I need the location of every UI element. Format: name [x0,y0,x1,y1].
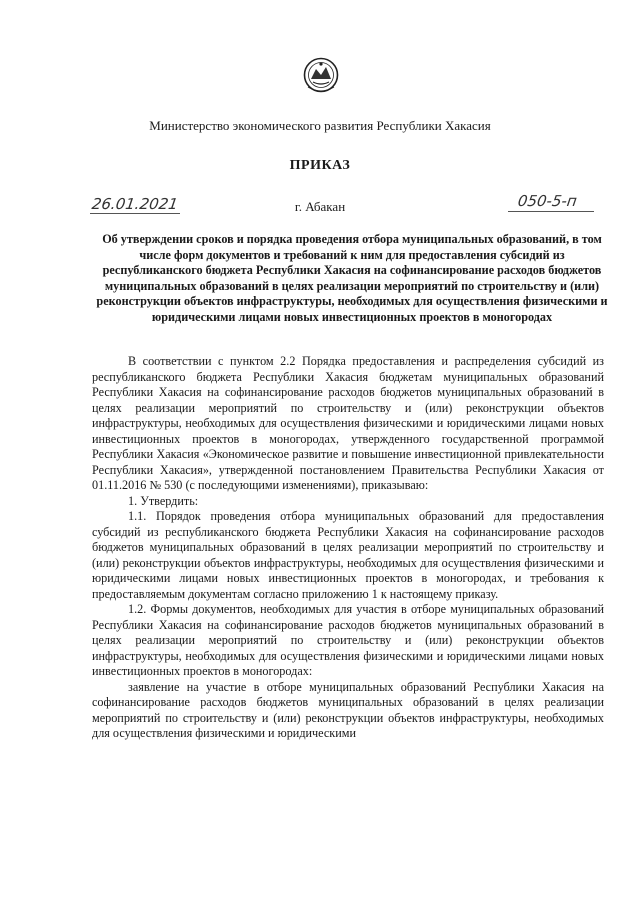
ministry-name: Министерство экономического развития Республики Хакасия [149,118,491,133]
document-title: Об утверждении сроков и порядка проведения отбора муниципальных образований, в том числе форм документов и требований к ним для предоставления субсидий из республиканского бюджета Республики Хакасия на софинансирование расходов бюджетов муниципальных образований в целях реализации мероприятий по строительству и (или) реконструкции объектов инфраструктуры, необходимых для осуществления физическими и юридическими лицами новых инвестиционных проектов в моногородах [96,232,608,324]
paragraph: 1.1. Порядок проведения отбора муниципальных образований для предоставления субсидий из республиканского бюджета Республики Хакасия на софинансирование расходов бюджетов муниципальных образований в целях реализации мероприятий по строительству и (или) реконструкции объектов инфраструктуры, необходимых для осуществления физическими и юридическими лицами новых инвестиционных проектов в моногородах, и требования к предоставляемым документам согласно приложению 1 к настоящему приказу. [92,509,604,601]
paragraph: 1.2. Формы документов, необходимых для участия в отборе муниципальных образований Республики Хакасия на софинансирование расходов бюджетов муниципальных образований в целях реализации мероприятий по строительству и (или) реконструкции объектов инфраструктуры, необходимых для осуществления физическими и юридическими лицами новых инвестиционных проектов в моногородах: [92,602,604,678]
coat-of-arms-icon [303,55,339,95]
order-date: 26.01.2021 [90,195,180,213]
document-type: ПРИКАЗ [289,158,351,173]
city: г. Абакан [294,199,346,214]
order-number: 050-5-п [516,192,579,210]
paragraph: 1. Утвердить: [128,493,199,508]
paragraph: В соответствии с пунктом 2.2 Порядка предоставления и распределения субсидий из республиканского бюджета Республики Хакасия бюджетам муниципальных образований Республики Хакасия на софинансирование расходов бюджетов муниципальных образований в целях реализации мероприятий по строительству и (или) реконструкции объектов инфраструктуры, необходимых для осуществления физическими и юридическими лицами новых инвестиционных проектов в моногородах, утвержденного государственной программой Республики Хакасия «Экономическое развитие и повышение инвестиционной привлекательности Республики Хакасия», утвержденной постановлением Правительства Республики Хакасия от 01.11.2016 № 530 (с последующими изменениями), приказываю: [92,354,604,492]
number-underline [508,211,594,212]
paragraph: заявление на участие в отборе муниципальных образований Республики Хакасия на софинансирование расходов бюджетов муниципальных образований в целях реализации мероприятий по строительству и (или) реконструкции объектов инфраструктуры, необходимых для осуществления физическими и юридическими [92,679,604,740]
document-body [92,354,604,742]
